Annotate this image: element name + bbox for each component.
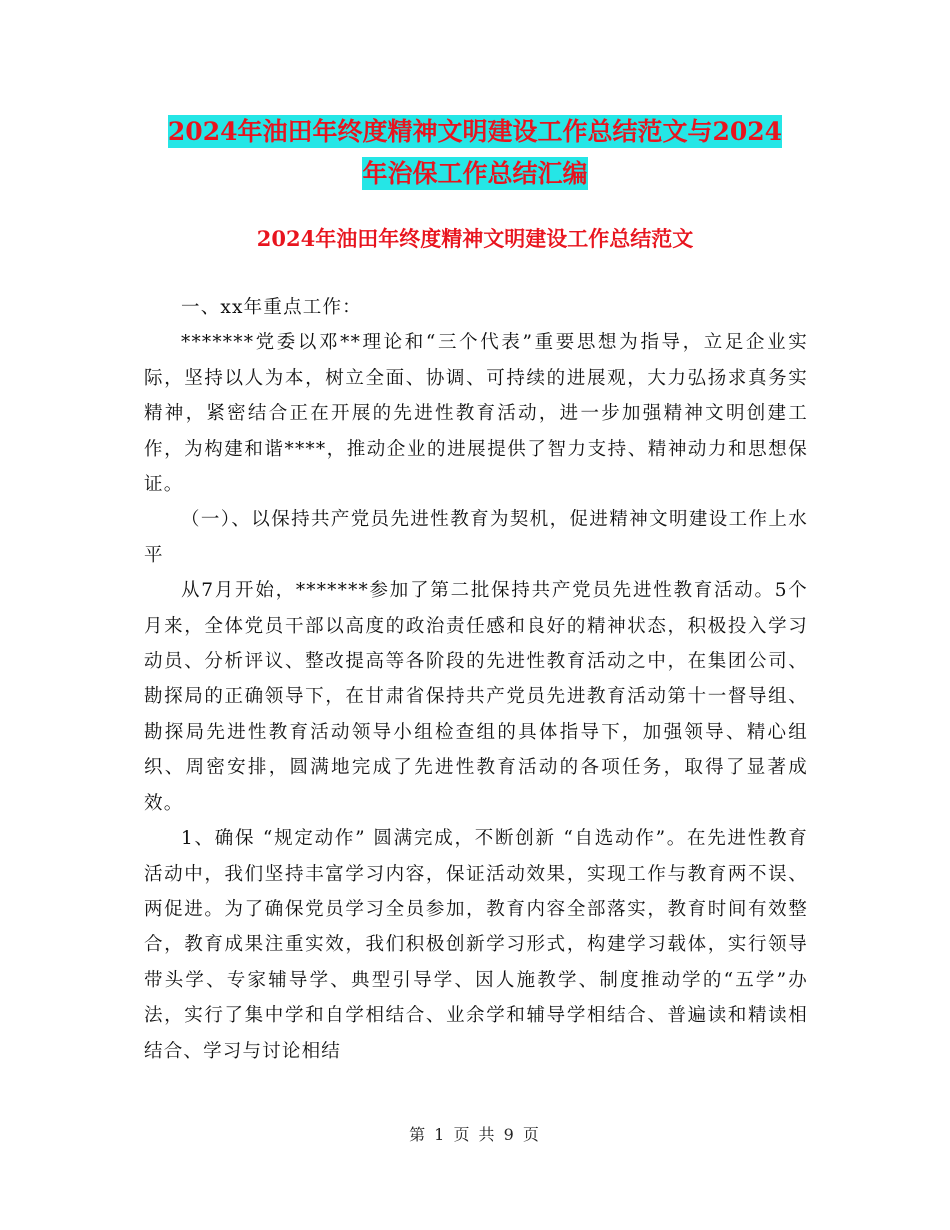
section-title: 2024年油田年终度精神文明建设工作总结范文	[256, 226, 694, 251]
paragraph-activity: 从7月开始，*******参加了第二批保持共产党员先进性教育活动。5个月来，全体党员干部以高度的政治责任感和良好的精神状态，积极投入学习动员、分析评议、整改提高等各阶段的先进性教育活动之中，在集团公司、勘探局的正确领导下，在甘肃省保持共产党员先进教育活动第十一督导组、勘探局先进性教育活动领导小组检查组的具体指导下，加强领导、精心组织、周密安排，圆满地完成了先进性教育活动的各项任务，取得了显著成效。	[144, 580, 808, 814]
page-footer: 第 1 页 共 9 页	[409, 1125, 541, 1144]
document-title-line-2	[0, 148, 950, 200]
document-title-text-1: 2024年油田年终度精神文明建设工作总结范文与2024	[167, 117, 783, 146]
document-title-text-2: 年治保工作总结汇编	[362, 159, 588, 188]
paragraph-point-1: 1、确保 “规定动作” 圆满完成，不断创新 “自选动作”。在先进性教育活动中，我们坚持丰富学习内容，保证活动效果，实现工作与教育两不误、两促进。为了确保党员学习全员参加，教育内容全部落实，教育时间有效整合，教育成果注重实效，我们积极创新学习形式，构建学习载体，实行领导带头学、专家辅导学、典型引导学、因人施教学、制度推动学的“五学”办法，实行了集中学和自学相结合、业余学和辅导学相结合、普遍读和精读相结合、学习与讨论相结	[144, 828, 808, 1062]
paragraph-subheading-1: （一）、以保持共产党员先进性教育为契机，促进精神文明建设工作上水平	[144, 509, 808, 566]
document-body	[144, 290, 808, 1069]
paragraph-intro: *******党委以邓**理论和“三个代表”重要思想为指导，立足企业实际，坚持以人为本，树立全面、协调、可持续的进展观，大力弘扬求真务实精神，紧密结合正在开展的先进性教育活动，进一步加强精神文明创建工作，为构建和谐****，推动企业的进展提供了智力支持、精神动力和思想保证。	[144, 332, 808, 496]
paragraph-heading-1: 一、xx年重点工作：	[181, 297, 362, 318]
